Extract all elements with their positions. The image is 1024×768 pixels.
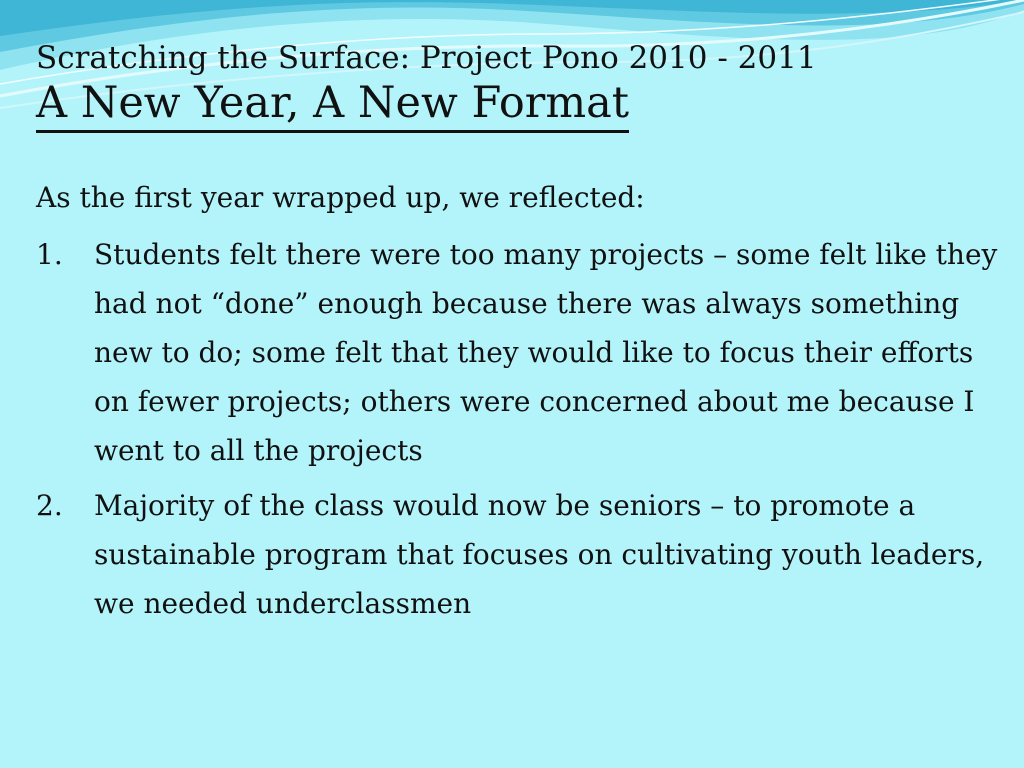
list-item <box>36 481 1002 628</box>
slide-subtitle: Scratching the Surface: Project Pono 2010 - 2011 <box>36 40 817 76</box>
list-item-number: 2. <box>36 489 63 522</box>
intro-text: As the first year wrapped up, we reflected: <box>36 181 645 214</box>
list-item-number: 1. <box>36 238 63 271</box>
slide-body <box>36 174 1002 634</box>
list-item-text: Students felt there were too many projects – some felt like they had not “done” enough because there was always something new to do; some felt that they would like to focus their efforts on fewer projects; others were concerned about me because I went to all the projects <box>94 238 998 467</box>
slide-title: A New Year, A New Format <box>36 78 629 133</box>
slide-header <box>36 38 996 133</box>
list-item <box>36 230 1002 475</box>
list-item-text: Majority of the class would now be seniors – to promote a sustainable program that focuses on cultivating youth leaders, we needed underclassmen <box>94 489 985 620</box>
numbered-list <box>36 230 1002 628</box>
